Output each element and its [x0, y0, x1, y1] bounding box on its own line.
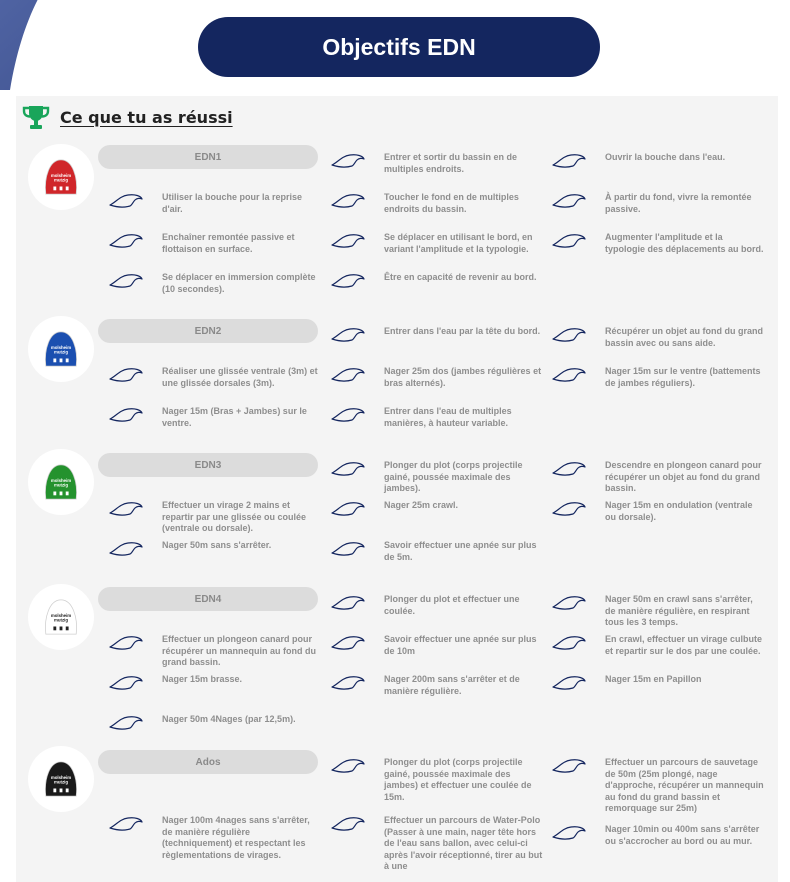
objective-item: Augmenter l'amplitude et la typologie des déplacements au bord.	[551, 232, 765, 255]
wave-icon	[551, 498, 587, 518]
svg-text:molsheim: molsheim	[50, 775, 72, 780]
wave-icon	[108, 813, 144, 833]
section-title: Ce que tu as réussi	[60, 107, 233, 127]
objective-item: Savoir effectuer une apnée sur plus de 5m.	[330, 540, 544, 563]
objective-item: Ouvrir la bouche dans l'eau.	[551, 152, 765, 170]
objective-item: Enchaîner remontée passive et flottaison en surface.	[108, 232, 322, 255]
wave-icon	[330, 270, 366, 290]
objective-item: Entrer et sortir du bassin en de multiples endroits.	[330, 152, 544, 175]
objective-item: Récupérer un objet au fond du grand bassin avec ou sans aide.	[551, 326, 765, 349]
wave-icon	[330, 150, 366, 170]
trophy-icon	[22, 104, 50, 130]
level-badge: EDN2	[98, 319, 318, 343]
wave-icon	[551, 672, 587, 692]
level-badge: EDN4	[98, 587, 318, 611]
wave-icon	[330, 230, 366, 250]
objective-item: Effectuer un parcours de Water-Polo (Passer à une main, nager tête hors de l'eau sans ballon, avec celui-ci après l'avoir réceptionné, tirer au but à une	[330, 815, 544, 873]
wave-icon	[330, 672, 366, 692]
wave-icon	[330, 364, 366, 384]
objective-item: Nager 50m en crawl sans s'arrêter, de manière régulière, en respirant tous les 3 temps.	[551, 594, 765, 629]
objective-item: Savoir effectuer une apnée sur plus de 10m	[330, 634, 544, 657]
objective-item: Nager 15m en Papillon	[551, 674, 765, 692]
wave-icon	[108, 672, 144, 692]
objective-item: Nager 15m brasse.	[108, 674, 322, 692]
svg-text:mutzig: mutzig	[53, 482, 69, 488]
objective-item: Se déplacer en utilisant le bord, en variant l'amplitude et la typologie.	[330, 232, 544, 255]
swim-cap-green	[28, 449, 94, 515]
objective-item: Effectuer un virage 2 mains et repartir par une glissée ou coulée (ventrale ou dorsale).	[108, 500, 322, 535]
objective-item: Effectuer un parcours de sauvetage de 50m (25m plongé, nage d'approche, récupérer un mannequin au fond du grand bassin et remorquage sur 25m)	[551, 757, 765, 815]
objective-item: Plonger du plot (corps projectile gainé, poussée maximale des jambes) et effectuer une coulée de 15m.	[330, 757, 544, 803]
wave-icon	[108, 538, 144, 558]
svg-text:mutzig: mutzig	[53, 177, 69, 183]
wave-icon	[551, 592, 587, 612]
objective-item: Réaliser une glissée ventrale (3m) et une glissée dorsales (3m).	[108, 366, 322, 389]
svg-text:mutzig: mutzig	[53, 349, 69, 355]
swim-cap-white	[28, 584, 94, 650]
corner-decoration	[0, 0, 140, 90]
objective-item: Nager 15m sur le ventre (battements de jambes réguliers).	[551, 366, 765, 389]
wave-icon	[551, 632, 587, 652]
objective-item: Plonger du plot et effectuer une coulée.	[330, 594, 544, 617]
objective-item: Nager 10min ou 400m sans s'arrêter ou s'accrocher au bord ou au mur.	[551, 824, 765, 847]
objective-item: Nager 25m crawl.	[330, 500, 544, 518]
objective-item: Nager 25m dos (jambes régulières et bras alternés).	[330, 366, 544, 389]
objective-item: Entrer dans l'eau de multiples manières, à hauteur variable.	[330, 406, 544, 429]
swim-cap-blue	[28, 316, 94, 382]
objective-item: Entrer dans l'eau par la tête du bord.	[330, 326, 544, 344]
wave-icon	[108, 364, 144, 384]
swim-cap-black	[28, 746, 94, 812]
wave-icon	[330, 592, 366, 612]
objective-item: Descendre en plongeon canard pour récupérer un objet au fond du grand bassin.	[551, 460, 765, 495]
objective-item: Utiliser la bouche pour la reprise d'air.	[108, 192, 322, 215]
objective-item: Nager 200m sans s'arrêter et de manière régulière.	[330, 674, 544, 697]
svg-text:molsheim: molsheim	[50, 173, 72, 178]
svg-text:molsheim: molsheim	[50, 345, 72, 350]
wave-icon	[330, 404, 366, 424]
wave-icon	[108, 632, 144, 652]
wave-icon	[330, 498, 366, 518]
page-title: Objectifs EDN	[198, 17, 600, 77]
objective-item: Être en capacité de revenir au bord.	[330, 272, 544, 290]
objective-item: Se déplacer en immersion complète (10 secondes).	[108, 272, 322, 295]
objective-item: Plonger du plot (corps projectile gainé, poussée maximale des jambes).	[330, 460, 544, 495]
svg-text:molsheim: molsheim	[50, 478, 72, 483]
section-header	[22, 104, 233, 130]
wave-icon	[108, 498, 144, 518]
wave-icon	[330, 755, 366, 775]
wave-icon	[108, 190, 144, 210]
wave-icon	[108, 270, 144, 290]
wave-icon	[551, 324, 587, 344]
wave-icon	[551, 755, 587, 775]
level-badge: EDN1	[98, 145, 318, 169]
wave-icon	[551, 230, 587, 250]
wave-icon	[330, 538, 366, 558]
wave-icon	[108, 230, 144, 250]
objective-item: À partir du fond, vivre la remontée passive.	[551, 192, 765, 215]
wave-icon	[330, 458, 366, 478]
objective-item: Nager 15m (Bras + Jambes) sur le ventre.	[108, 406, 322, 429]
objective-item: Toucher le fond en de multiples endroits du bassin.	[330, 192, 544, 215]
wave-icon	[551, 822, 587, 842]
level-badge: EDN3	[98, 453, 318, 477]
objective-item: Nager 15m en ondulation (ventrale ou dorsale).	[551, 500, 765, 523]
wave-icon	[330, 324, 366, 344]
wave-icon	[551, 458, 587, 478]
objectives-panel	[16, 96, 778, 882]
objective-item: En crawl, effectuer un virage culbute et repartir sur le dos par une coulée.	[551, 634, 765, 657]
swim-cap-red	[28, 144, 94, 210]
objective-item: Effectuer un plongeon canard pour récupérer un mannequin au fond du grand bassin.	[108, 634, 322, 669]
objective-item: Nager 50m 4Nages (par 12,5m).	[108, 714, 322, 732]
wave-icon	[330, 632, 366, 652]
wave-icon	[551, 150, 587, 170]
wave-icon	[108, 404, 144, 424]
objective-item: Nager 100m 4nages sans s'arrêter, de manière régulière (techniquement) et respectant les règlementations de virages.	[108, 815, 322, 861]
wave-icon	[551, 364, 587, 384]
wave-icon	[330, 813, 366, 833]
wave-icon	[551, 190, 587, 210]
svg-text:molsheim: molsheim	[50, 613, 72, 618]
wave-icon	[330, 190, 366, 210]
level-badge: Ados	[98, 750, 318, 774]
wave-icon	[108, 712, 144, 732]
svg-text:mutzig: mutzig	[53, 617, 69, 623]
svg-text:mutzig: mutzig	[53, 779, 69, 785]
objective-item: Nager 50m sans s'arrêter.	[108, 540, 322, 558]
